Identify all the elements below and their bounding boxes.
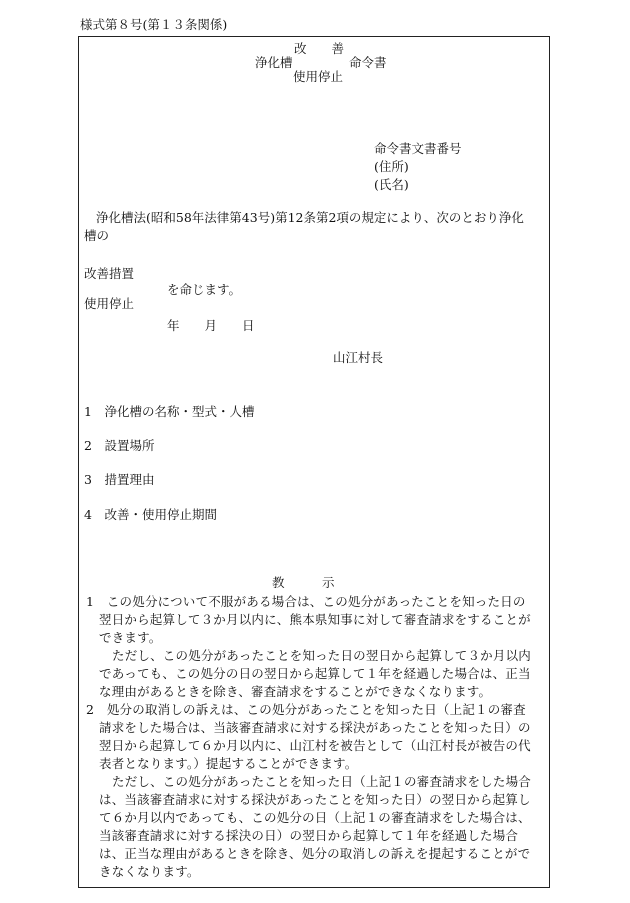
issuer: 山江村長 xyxy=(333,350,384,365)
title-left: 浄化槽 xyxy=(255,55,293,70)
instructions-line: きなくなります。 xyxy=(99,864,200,879)
body-text: 浄化槽法(昭和58年法律第43号)第12条第2項の規定により、次のとおり浄化 xyxy=(96,210,524,225)
instructions-line: 翌日から起算して３か月以内に、熊本県知事に対して審査請求をすることが xyxy=(99,612,531,627)
addressee-address: (住所) xyxy=(374,159,409,174)
instructions-heading: 教 示 xyxy=(272,575,335,590)
item-1: 1 浄化槽の名称・型式・人槽 xyxy=(84,404,255,419)
form-label: 様式第８号(第１３条関係) xyxy=(80,17,228,32)
doc-number: 命令書文書番号 xyxy=(374,141,462,156)
instructions-line: な理由があるときを除き、審査請求をすることができなくなります。 xyxy=(99,684,492,699)
instructions-line: であっても、この処分の日の翌日から起算して１年を経過した場合は、正当 xyxy=(99,666,531,681)
title-lower: 使用停止 xyxy=(293,69,344,84)
order-text: を命じます。 xyxy=(167,282,242,297)
instructions-line: 当該審査請求に対する採決の日）の翌日から起算して１年を経過した場合 xyxy=(99,828,519,843)
date: 年 月 日 xyxy=(167,318,255,333)
instructions-line: は、当該審査請求に対する採決があったことを知った日）の翌日から起算し xyxy=(99,792,531,807)
addressee-name: (氏名) xyxy=(374,177,409,192)
item-2: 2 設置場所 xyxy=(84,438,155,453)
instructions-line: 1 この処分について不服がある場合は、この処分があったことを知った日の xyxy=(86,594,526,609)
instructions-line: は、正当な理由があるときを除き、処分の取消しの訴えを提起することがで xyxy=(99,846,531,861)
instructions-line: 2 処分の取消しの訴えは、この処分があったことを知った日（上記１の審査 xyxy=(86,702,526,717)
instructions-line: 翌日から起算して６か月以内に、山江村を被告として（山江村長が被告の代 xyxy=(99,738,531,753)
instructions-line: 表者となります。）提起することができます。 xyxy=(99,756,358,771)
instructions-line: ただし、この処分があったことを知った日（上記１の審査請求をした場合 xyxy=(112,774,531,789)
instructions-line: て６か月以内であっても、この処分の日（上記１の審査請求をした場合は、 xyxy=(99,810,531,825)
title-upper: 改 善 xyxy=(294,41,345,56)
instructions-line: ただし、この処分があったことを知った日の翌日から起算して３か月以内 xyxy=(112,648,531,663)
measure-upper: 改善措置 xyxy=(84,266,135,281)
instructions-line: 請求をした場合は、当該審査請求に対する採決があったことを知った日）の xyxy=(99,720,531,735)
measure-lower: 使用停止 xyxy=(84,296,135,311)
item-3: 3 措置理由 xyxy=(84,472,155,487)
instructions-line: できます。 xyxy=(99,630,162,645)
title-right: 命令書 xyxy=(349,55,387,70)
body-text-cont: 槽の xyxy=(84,228,110,243)
item-4: 4 改善・使用停止期間 xyxy=(84,507,217,522)
document-frame xyxy=(78,36,550,888)
